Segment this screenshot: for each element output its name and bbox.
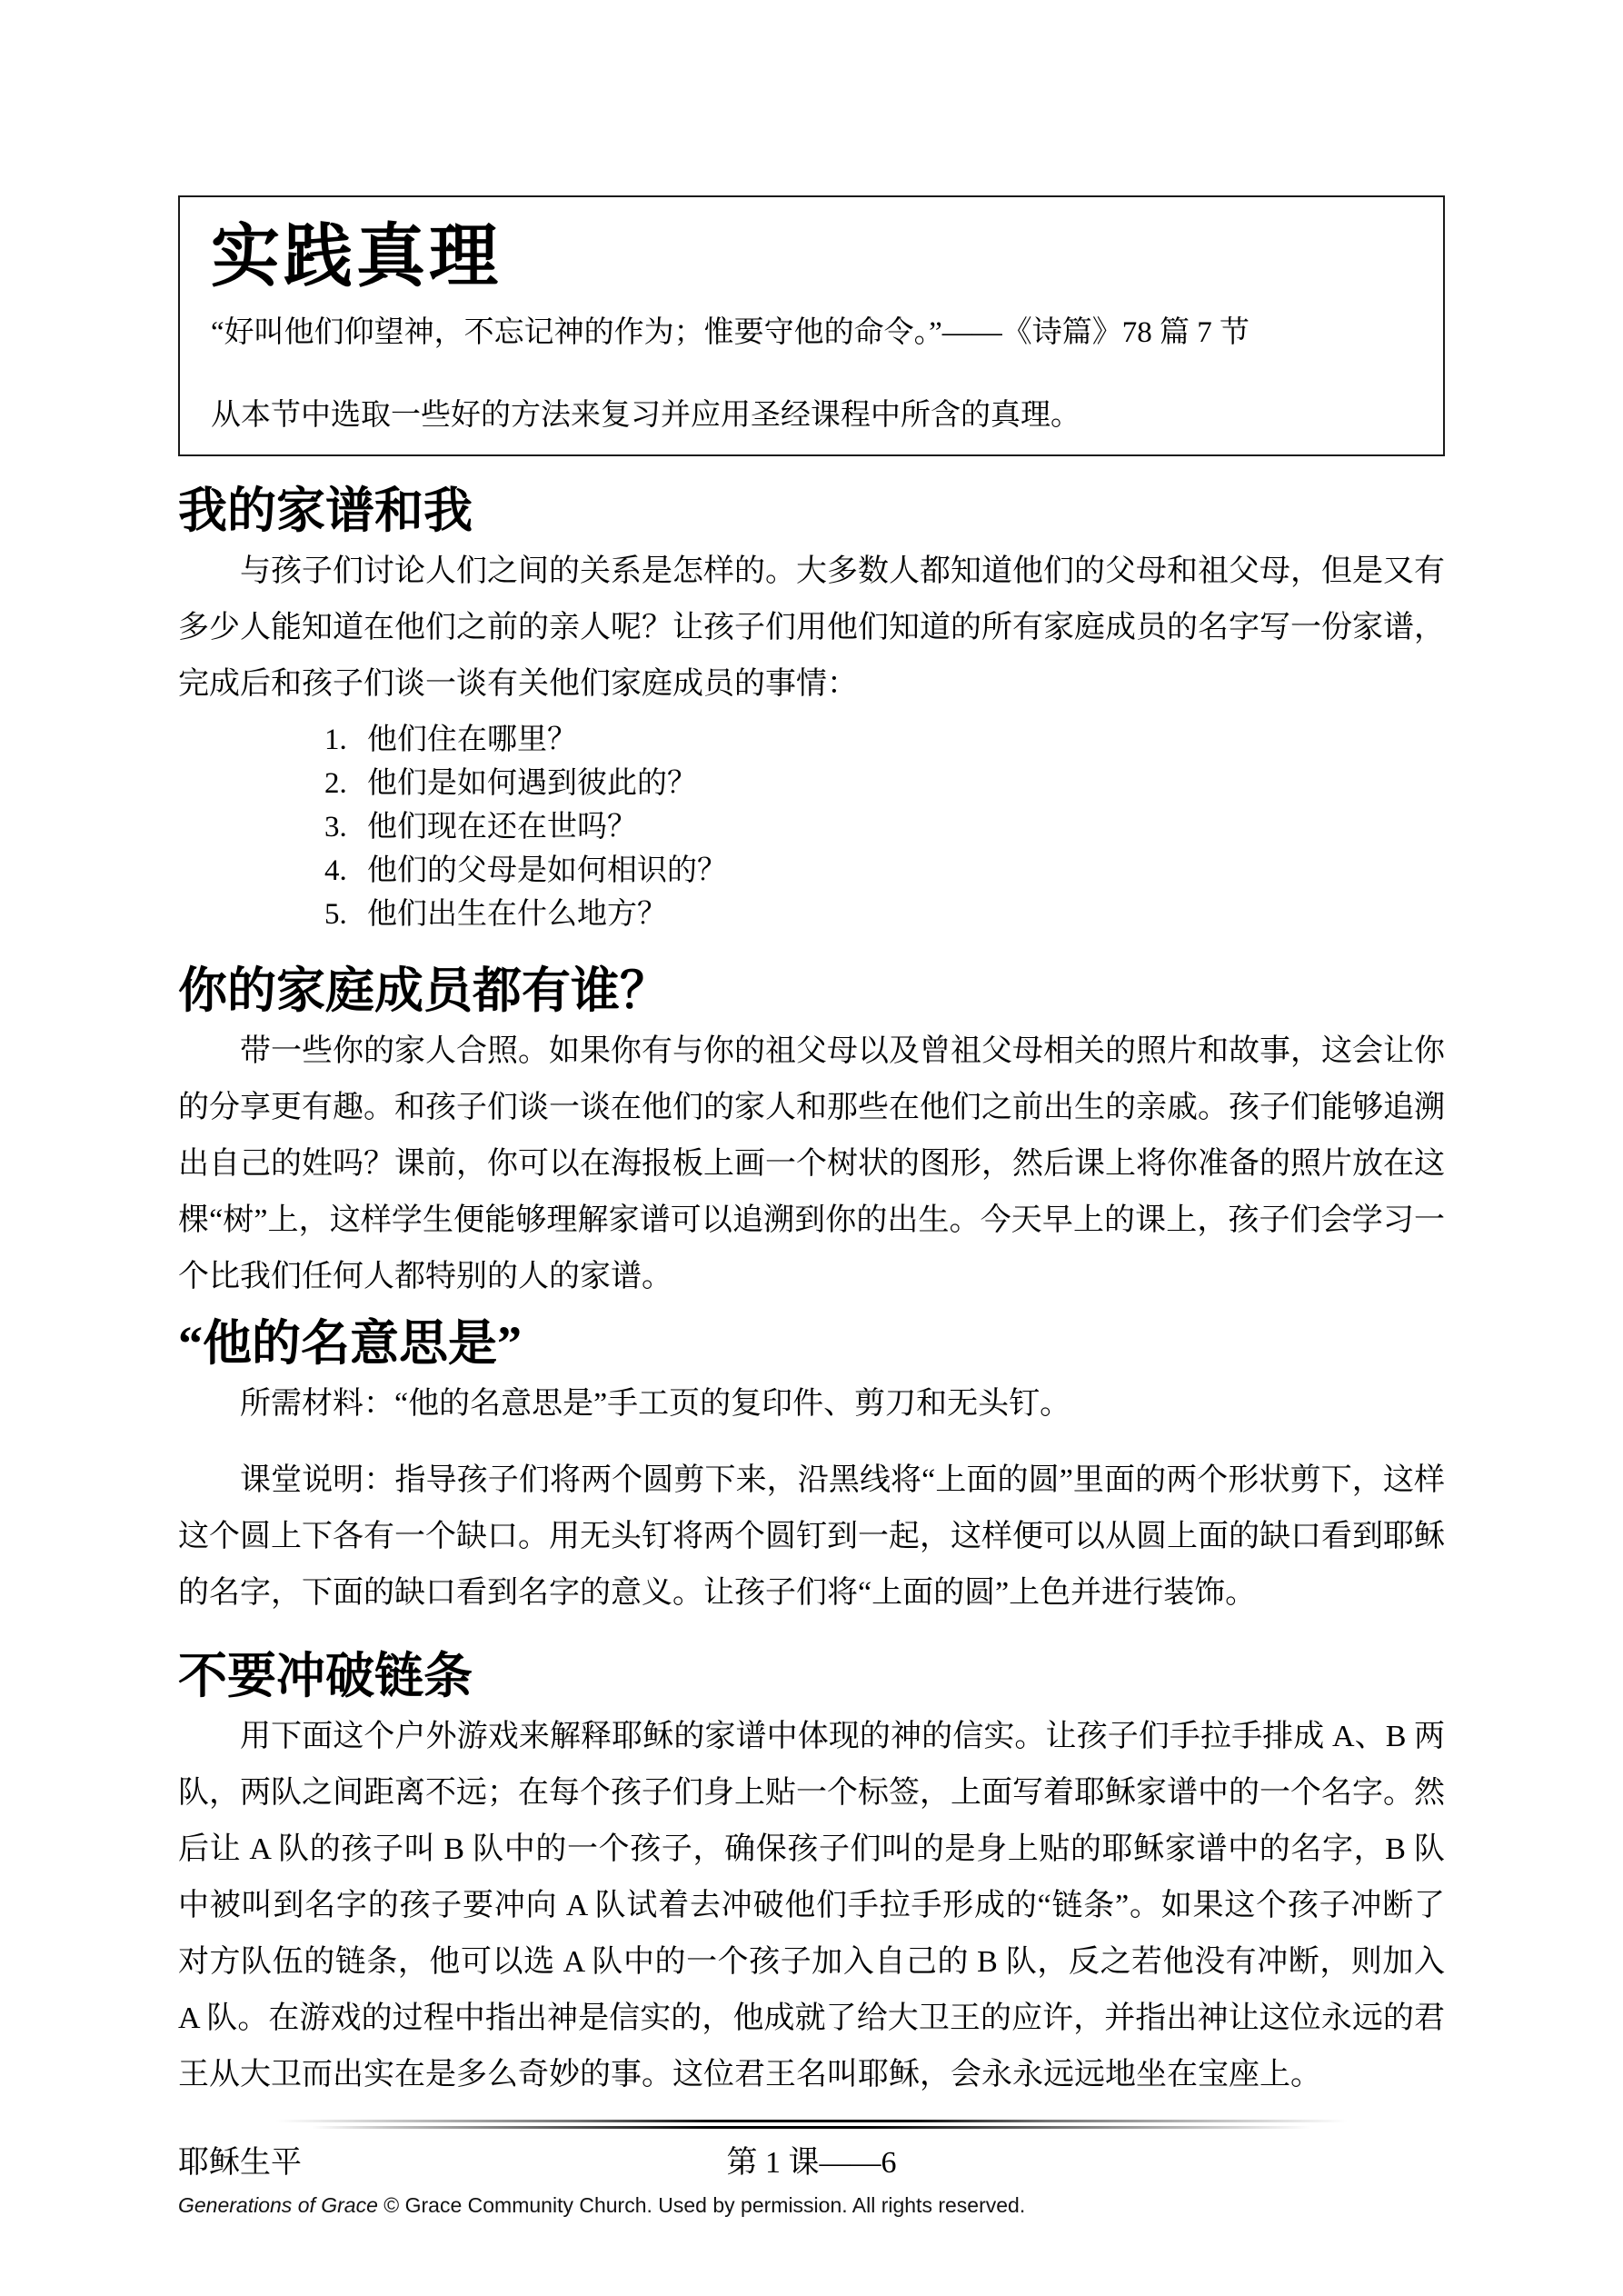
section-my-family-tree-and-me bbox=[178, 482, 1445, 936]
section-paragraph: 带一些你的家人合照。如果你有与你的祖父母以及曾祖父母相关的照片和故事，这会让你的分享更有趣。和孩子们谈一谈在他们的家人和那些在他们之前出生的亲戚。孩子们能够追溯出自己的姓吗？课前，你可以在海报板上画一个树状的图形，然后课上将你准备的照片放在这棵“树”上，这样学生便能够理解家谱可以追溯到你的出生。今天早上的课上，孩子们会学习一个比我们任何人都特别的人的家谱。 bbox=[178, 1034, 1445, 1294]
copyright-text: © Grace Community Church. Used by permission. All rights reserved. bbox=[377, 2192, 1026, 2217]
copyright-series-name: Generations of Grace bbox=[178, 2192, 378, 2217]
question-list bbox=[178, 718, 1445, 936]
section-heading-dont-break-chain: 不要冲破链条 bbox=[178, 1649, 473, 1704]
footer-divider bbox=[178, 2120, 1445, 2129]
page-title: 实践真理 bbox=[211, 219, 502, 295]
page-footer bbox=[178, 2120, 1445, 2218]
divider-line-top bbox=[275, 2120, 1348, 2122]
divider-line-bottom bbox=[312, 2126, 1311, 2129]
section-paragraph: 与孩子们讨论人们之间的关系是怎样的。大多数人都知道他们的父母和祖父母，但是又有多少人能知道在他们之前的亲人呢？让孩子们用他们知道的所有家庭成员的名字写一份家谱，完成后和孩子们谈一谈有关他们家庭成员的事情： bbox=[178, 554, 1445, 702]
materials-paragraph: 所需材料：“他的名意思是”手工页的复印件、剪刀和无头钉。 bbox=[240, 1387, 1071, 1422]
list-item: 4. 他们的父母是如何相识的？ bbox=[354, 849, 1445, 893]
section-who-are-your-family-members bbox=[178, 962, 1445, 1305]
footer-book-title: 耶稣生平 bbox=[178, 2146, 302, 2180]
section-dont-break-the-chain bbox=[178, 1647, 1445, 2103]
section-heading-his-name-means: “他的名意思是” bbox=[178, 1316, 522, 1372]
header-intro-text: 从本节中选取一些好的方法来复习并应用圣经课程中所含的真理。 bbox=[211, 398, 1080, 432]
section-heading-my-family-tree: 我的家谱和我 bbox=[178, 484, 473, 539]
header-box bbox=[178, 195, 1445, 456]
section-his-name-means bbox=[178, 1314, 1445, 1622]
instructions-paragraph: 课堂说明：指导孩子们将两个圆剪下来，沿黑线将“上面的圆”里面的两个形状剪下，这样这个圆上下各有一个缺口。用无头钉将两个圆钉到一起，这样便可以从圆上面的缺口看到耶稣的名字，下面的缺口看到名字的意义。让孩子们将“上面的圆”上色并进行装饰。 bbox=[178, 1463, 1445, 1611]
scripture-quote: “好叫他们仰望神，不忘记神的作为；惟要守他的命令。”——《诗篇》78 篇 7 节 bbox=[211, 315, 1250, 349]
list-item: 5. 他们出生在什么地方？ bbox=[354, 893, 1445, 936]
section-heading-family-members: 你的家庭成员都有谁？ bbox=[178, 963, 669, 1019]
footer-row bbox=[178, 2145, 1445, 2182]
list-item: 1. 他们住在哪里？ bbox=[354, 718, 1445, 762]
list-item: 2. 他们是如何遇到彼此的？ bbox=[354, 762, 1445, 805]
section-paragraph: 用下面这个户外游戏来解释耶稣的家谱中体现的神的信实。让孩子们手拉手排成 A、B 两队，两队之间距离不远；在每个孩子们身上贴一个标签，上面写着耶稣家谱中的一个名字。然后让 A 队的孩子叫 B 队中的一个孩子，确保孩子们叫的是身上贴的耶稣家谱中的名字，B 队中被叫到名字的孩子要冲向 A 队试着去冲破他们手拉手形成的“链条”。如果这个孩子冲断了对方队伍的链条，他可以选 A 队中的一个孩子加入自己的 B 队，反之若他没有冲断，则加入 A 队。在游戏的过程中指出神是信实的，他成就了给大卫王的应许，并指出神让这位永远的君王从大卫而出实在是多么奇妙的事。这位君王名叫耶稣，会永永远远地坐在宝座上。 bbox=[178, 1720, 1445, 2092]
list-item: 3. 他们现在还在世吗？ bbox=[354, 805, 1445, 849]
copyright-line bbox=[178, 2193, 1445, 2218]
footer-page-number: 第 1 课——6 bbox=[726, 2146, 897, 2180]
